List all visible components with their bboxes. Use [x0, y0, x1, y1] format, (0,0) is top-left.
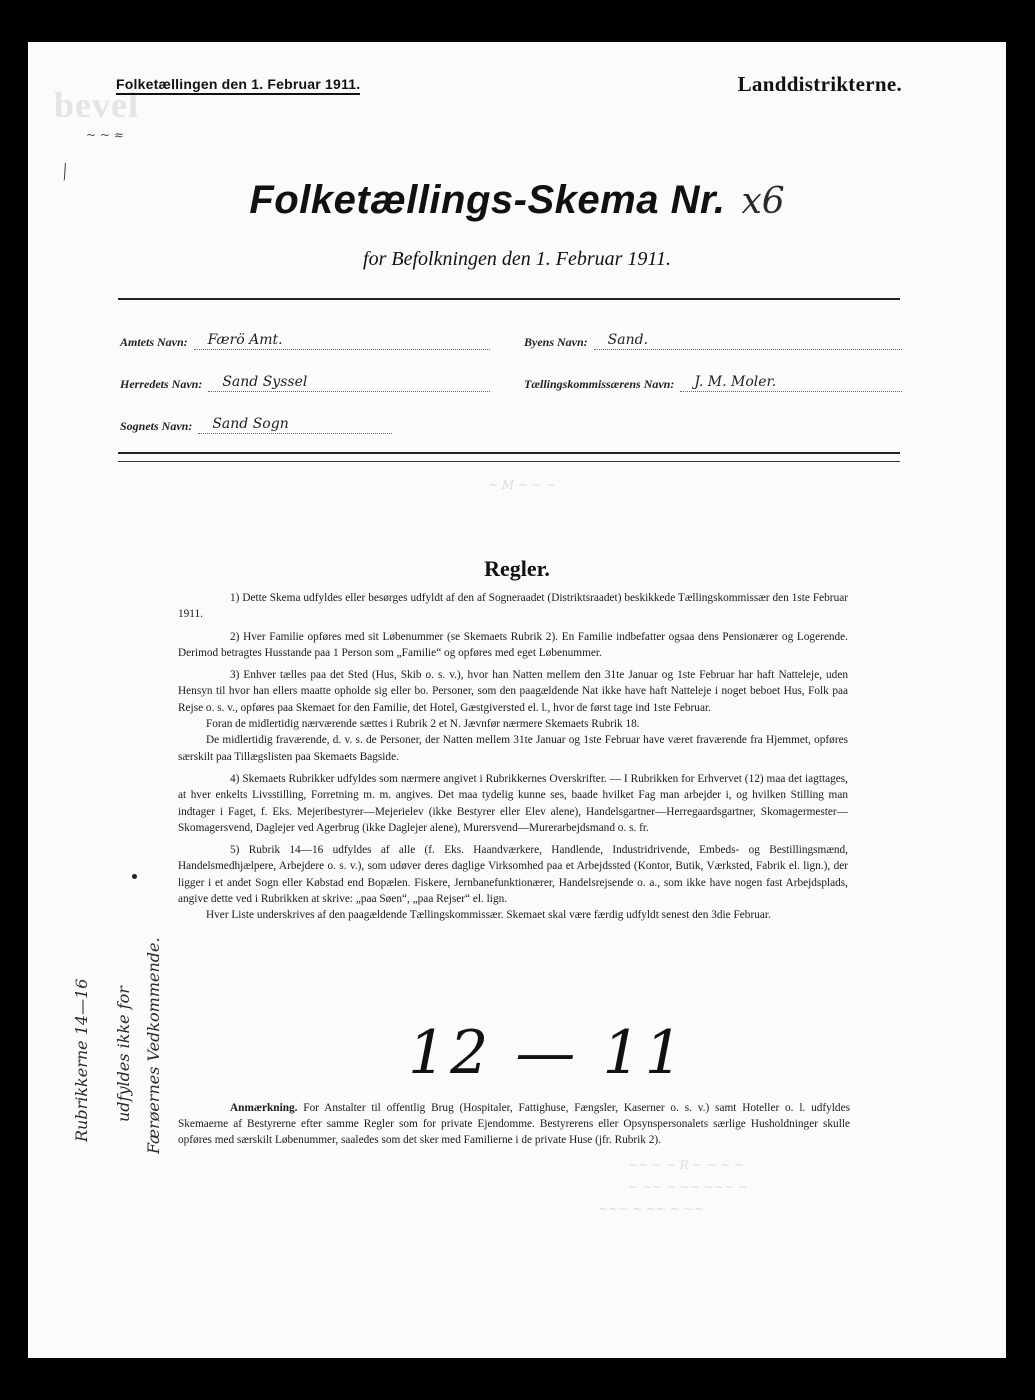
kommissaer-label: Tællingskommissærens Navn: — [524, 377, 675, 391]
divider-middle-a — [118, 452, 900, 454]
bleed-through-text-2: ~~ ~ ~ R ~ ~ ~ ~ — [628, 1158, 745, 1172]
form-subtitle: for Befolkningen den 1. Februar 1911. — [363, 248, 671, 270]
sogn-label: Sognets Navn: — [120, 419, 193, 433]
sogn-value: Sand Sogn — [198, 416, 392, 434]
herred-value: Sand Syssel — [208, 374, 490, 392]
amt-label: Amtets Navn: — [120, 335, 188, 349]
rule-3: 3) Enhver tælles paa det Sted (Hus, Skib o. s. v.), hvor han Natten mellem den 31te Januar og 1ste Februar har haft Natteleje, uden Hensyn til hvor han ellers maatte opholde sig eller bo. Personer, som den paagældende Nat ikke have haft Natteleje i noget beboet Hus, Folk paa Rejse o. s. v., opføres paa Skemaet for den Familie, det Hotel, Gæstgiversted el. l., hvor de først tage ind 1ste Februar. — [178, 669, 848, 714]
divider-top — [118, 298, 900, 300]
herred-field — [120, 374, 490, 392]
margin-note-line-1: Rubrikkerne 14—16 — [72, 978, 91, 1142]
note-block — [178, 1100, 850, 1148]
kommissaer-field — [524, 374, 902, 392]
rules-heading: Regler. — [484, 556, 550, 581]
handwritten-number: 12 — 11 — [408, 1018, 687, 1088]
form-title-row — [28, 178, 1006, 223]
margin-note-line-3: Færøernes Vedkommende. — [144, 937, 163, 1154]
by-field — [524, 332, 902, 350]
rule-3-midlertidig-fravaerende: De midlertidig fraværende, d. v. s. de Personer, der Natten mellem 31te Januar og 1ste Februar have været fraværende fra Hjemmet, opføres særskilt paa Tillægslisten paa Skemaets Bagside. — [178, 734, 848, 763]
rule-4: 4) Skemaets Rubrikker udfyldes som nærmere angivet i Rubrikkernes Overskrifter. — I Rubrikken for Erhvervet (12) maa det iagttages, at hver enkelts Livsstilling, Forretning m. m. angives. Det maa tydelig kunne ses, baade hvilket Fag man arbejder i, og hvilken Stilling man indtager i Faget, f. Eks. Mejeribestyrer—Mejerielev (ikke Bestyrer eller Elev alene), Handelsgartner—Herregaardsgartner, Skomagermester—Skomagersvend, Daglejer ved Agerbrug (ikke Daglejer alene), Murersvend—Murerarbejdsmand o. s. fr. — [178, 772, 848, 834]
bleed-through-text: ~ M ~ ~ ~ — [488, 478, 556, 492]
divider-middle-b — [118, 461, 900, 462]
form-number: x6 — [741, 181, 785, 222]
bleed-through-text-3: ~ ~~ ~ ~~ ~~~ ~ — [628, 1180, 748, 1194]
rule-3-midlertidig-naervaerende: Foran de midlertidig nærværende sættes i Rubrik 2 et N. Jævnfør nærmere Skemaets Rubrik 18. — [206, 718, 640, 731]
district-type-header: Landdistrikterne. — [737, 72, 902, 96]
faded-stamp: bevel — [54, 85, 139, 125]
sogn-field — [120, 416, 392, 434]
kommissaer-value: J. M. Moler. — [680, 374, 902, 392]
margin-note-line-2: udfyldes ikke for — [114, 986, 133, 1122]
bleed-through-text-4: ~~~ ~ ~~ ~ ~~ — [598, 1202, 704, 1216]
by-label: Byens Navn: — [524, 335, 588, 349]
by-value: Sand. — [594, 332, 902, 350]
form-title: Folketællings-Skema Nr. — [249, 178, 726, 222]
herred-label: Herredets Navn: — [120, 377, 203, 391]
census-form-page — [28, 42, 1006, 1358]
rule-1: 1) Dette Skema udfyldes eller besørges udfyldt af den af Sogneraadet (Distriktsraadet) beskikkede Tællingskommissær den 1ste Februar 1911. — [178, 592, 848, 621]
amt-field — [120, 332, 490, 350]
pencil-stroke: ⁄ — [58, 163, 73, 182]
pencil-scribble: ~ ~ ≈ — [86, 128, 124, 142]
rule-5-signature: Hver Liste underskrives af den paagældende Tællingskommissær. Skemaet skal være færdig udfyldt senest den 3die Februar. — [206, 909, 771, 922]
margin-note-dot — [132, 874, 137, 879]
census-date-header: Folketællingen den 1. Februar 1911. — [116, 76, 360, 95]
rules-text — [178, 590, 848, 930]
rule-5: 5) Rubrik 14—16 udfyldes af alle (f. Eks. Haandværkere, Handlende, Industridrivende, Embeds- og Bestillingsmænd, Handelsmedhjælpere, Arbejdere o. s. v.), som udøver deres daglige Virksomhed paa et Arbejdssted (Kontor, Butik, Værksted, Fabrik el. lign.), der ligger i et andet Sogn eller Købstad end Bopælen. Fiskere, Jernbanefunktionærer, Handelsrejsende o. a., som ikke have nogen fast Arbejdsplads, angive dette ved i Rubrikken at skrive: „paa Søen“, „paa Rejser“ el. lign. — [178, 844, 848, 906]
amt-value: Færö Amt. — [194, 332, 490, 350]
note-label: Anmærkning. — [230, 1102, 298, 1114]
note-text: For Anstalter til offentlig Brug (Hospitaler, Fattighuse, Fængsler, Kaserner o. s. v.) samt Hoteller o. l. udfyldes Skemaerne af Bestyrerne efter samme Regler som for private Ejendomme. Bestyrerens eller Opsynspersonalets særlige Husholdninger skulle opføres med særskilt Løbenummer, saaledes som det sker med Familierne i de private Huse (jfr. Rubrik 2). — [178, 1102, 850, 1146]
rule-2: 2) Hver Familie opføres med sit Løbenummer (se Skemaets Rubrik 2). En Familie indbefatter ogsaa dens Pensionærer og Logerende. Derimod betragtes Husstande paa 1 Person som „Familie“ og opføres med eget Løbenummer. — [178, 630, 848, 659]
